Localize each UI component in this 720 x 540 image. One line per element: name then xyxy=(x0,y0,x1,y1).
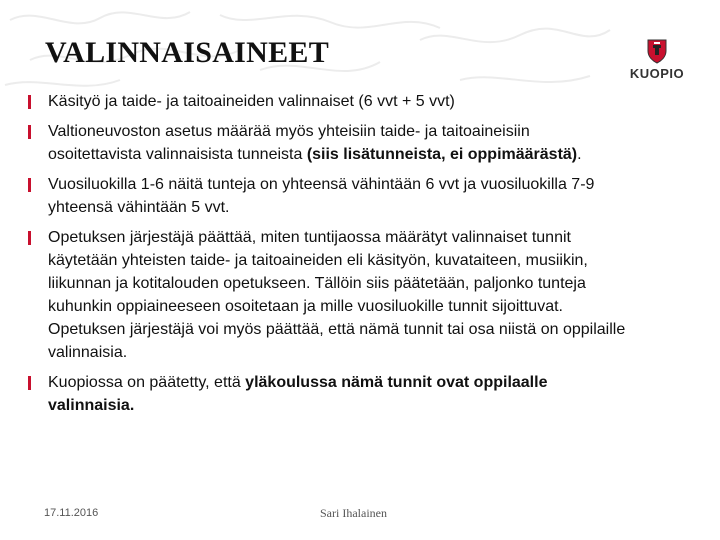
footer-date: 17.11.2016 xyxy=(44,507,99,519)
bullet-text: Vuosiluokilla 1-6 näitä tunteja on yhteensä vähintään 6 vvt ja vuosiluokilla 7-9 yhteensä vähintään 5 vvt. xyxy=(48,176,595,216)
bullet-marker xyxy=(28,376,31,390)
crest-icon xyxy=(646,38,668,64)
logo-text: KUOPIO xyxy=(629,66,685,81)
bullet-item xyxy=(26,173,626,219)
bullet-text: . xyxy=(577,146,582,163)
bullet-text: Opetuksen järjestäjä päättää, miten tuntijaossa määrätyt valinnaiset tunnit käytetään yhteisten taide- ja taitoaineiden eli käsityön, kuvataiteen, musiikin, liikunnan ja kotitalouden opetukseen. Tällöin siis päätetään, paljonko tunteja kuhunkin oppiaineeseen osoitetaan ja mille vuosiluokille tunnit sijoittuvat. Opetuksen järjestäjä voi myös päättää, että nämä tunnit tai osa niistä on oppilaille valinnaisia. xyxy=(48,229,626,361)
bullet-text: Kuopiossa on päätetty, että xyxy=(48,374,246,391)
bullet-list xyxy=(26,90,626,424)
bullet-marker xyxy=(28,178,31,192)
bullet-marker xyxy=(28,125,31,139)
footer-author: Sari Ihalainen xyxy=(320,506,387,520)
bullet-marker xyxy=(28,95,31,109)
bullet-text-bold: yläkoulussa nämä tunnit ovat oppilaalle valinnaisia. xyxy=(48,374,548,414)
kuopio-logo xyxy=(626,38,690,88)
bullet-text: Käsityö ja taide- ja taitoaineiden valinnaiset (6 vvt + 5 vvt) xyxy=(48,93,455,110)
bullet-item xyxy=(26,226,626,364)
bullet-item xyxy=(26,120,626,166)
slide-title: VALINNAISAINEET xyxy=(45,36,330,69)
bullet-item xyxy=(26,90,626,113)
bullet-text: Valtioneuvoston asetus määrää myös yhteisiin taide- ja taitoaineisiin osoitettavista valinnaisista tunneista xyxy=(48,123,530,163)
bullet-text-bold: (siis lisätunneista, ei oppimäärästä) xyxy=(306,146,578,163)
bullet-marker xyxy=(28,231,31,245)
bullet-item xyxy=(26,371,626,417)
